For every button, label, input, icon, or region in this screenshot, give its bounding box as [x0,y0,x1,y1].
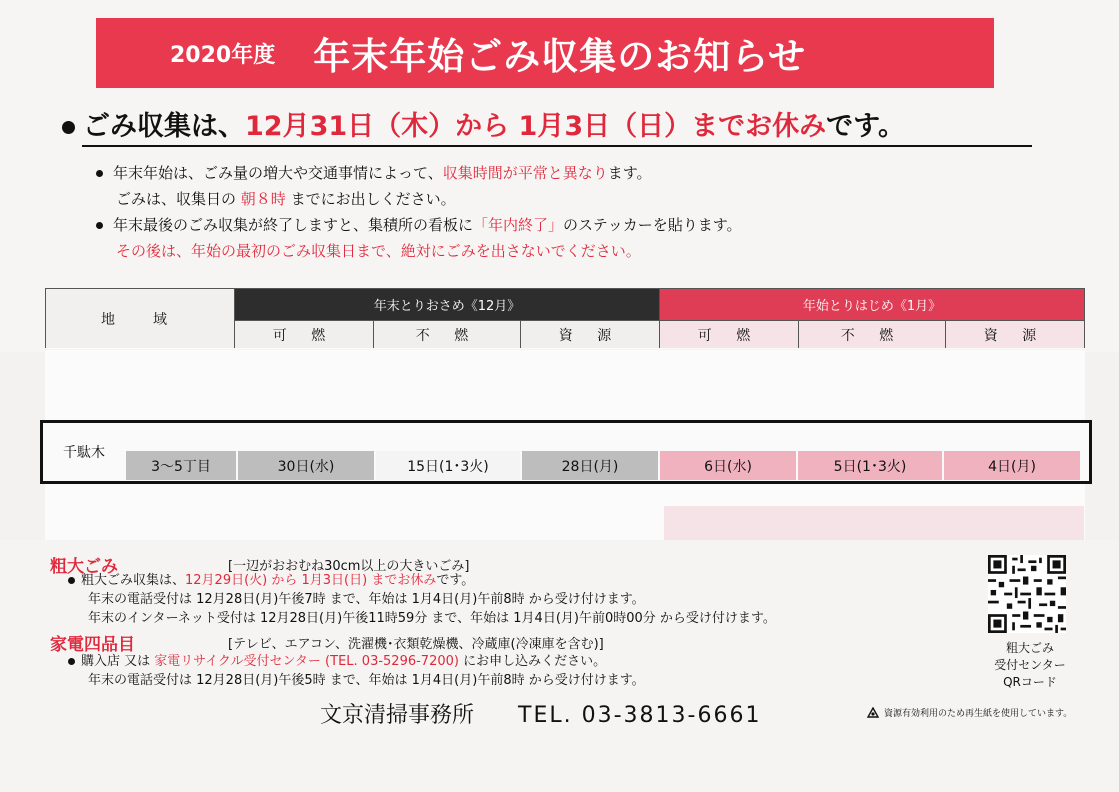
notice-underline [82,145,1032,147]
col-nonburnable-jan: 不 燃 [799,320,946,349]
holiday-period: 12月31日（木）から 1月3日（日）までお休み [245,111,827,142]
cell-dec-burnable: 30日(水) [238,451,374,480]
appliances-title: 家電四品目 [50,635,135,655]
qr-caption: 粗大ごみ 受付センター QRコード [994,641,1066,689]
cell-dec-nonburnable: 15日(1･3火) [376,451,520,480]
bulky-title: 粗大ごみ [50,557,118,577]
schedule-table [45,288,1085,350]
cell-dec-resource: 28日(月) [522,451,658,480]
page-title: 年末年始ごみ収集のお知らせ [313,35,807,78]
office-name: 文京清掃事務所 [320,703,475,728]
bulky-note: [一辺がおおむね30cm以上の大きいごみ] [228,559,470,574]
jan-header: 年始とりはじめ《1月》 [660,289,1085,321]
recycle-icon [866,707,880,719]
col-burnable-jan: 可 燃 [660,320,799,349]
appliances-note: [テレビ、エアコン、洗濯機･衣類乾燥機、冷蔵庫(冷凍庫を含む)] [228,637,604,652]
main-notice: ごみ収集は、12月31日（木）から 1月3日（日）までお休みです。 [62,104,905,143]
covered-area-pink [664,506,1084,540]
col-nonburnable-dec: 不 燃 [374,320,521,349]
bullet-icon [96,222,103,229]
office-footer [320,698,761,729]
col-burnable-dec: 可 燃 [235,320,374,349]
recycled-paper-note: 資源有効利用のため再生紙を使用しています。 [866,706,1072,719]
bulky-line-1: 粗大ごみ収集は、12月29日(火) から 1月3日(日) までお休みです。 [68,572,474,590]
appliances-line-2: 年末の電話受付は 12月28日(月)午後5時 まで、年始は 1月4日(月)午前8時 から受け付けます。 [88,673,645,688]
cell-jan-resource: 4日(月) [944,451,1080,480]
chome-cell: 3～5丁目 [126,451,236,480]
bullet-icon [68,577,75,584]
covered-area-top [45,348,1085,420]
office-phone: TEL. 03-3813-6661 [518,703,762,728]
qr-code-icon [988,555,1066,633]
col-resource-jan: 資 源 [946,320,1085,349]
fiscal-year: 2020年度 [170,42,276,68]
notice-bullets: 年末年始は、ごみ量の増大や交通事情によって、収集時間が平常と異なります。 ごみは、収集日の 朝８時 までにお出しください。 年末最後のごみ収集が終了しますと、集積所の看板に「年内終了」のステッカーを貼ります。 その後は、年始の最初のごみ収集日まで、絶対にごみを出さないでください。 [96,160,742,264]
bullet-icon [96,170,103,177]
dec-header: 年末とりおさめ《12月》 [235,289,660,321]
title-banner [96,18,994,88]
bullet-icon [62,121,75,134]
cell-jan-nonburnable: 5日(1･3火) [798,451,942,480]
bullet-icon [68,658,75,665]
area-header: 地 域 [46,289,235,350]
cell-jan-burnable: 6日(水) [660,451,796,480]
appliances-line-1: 購入店 又は 家電リサイクル受付センター (TEL. 03-5296-7200) にお申し込みください。 [68,653,606,671]
bulky-line-3: 年末のインターネット受付は 12月28日(月)午後11時59分 まで、年始は 1月4日(月)午前0時00分 から受け付けます。 [88,611,776,626]
col-resource-dec: 資 源 [521,320,660,349]
bulky-line-2: 年末の電話受付は 12月28日(月)午後7時 まで、年始は 1月4日(月)午前8時 から受け付けます。 [88,592,645,607]
town-name: 千駄木 [63,445,105,461]
